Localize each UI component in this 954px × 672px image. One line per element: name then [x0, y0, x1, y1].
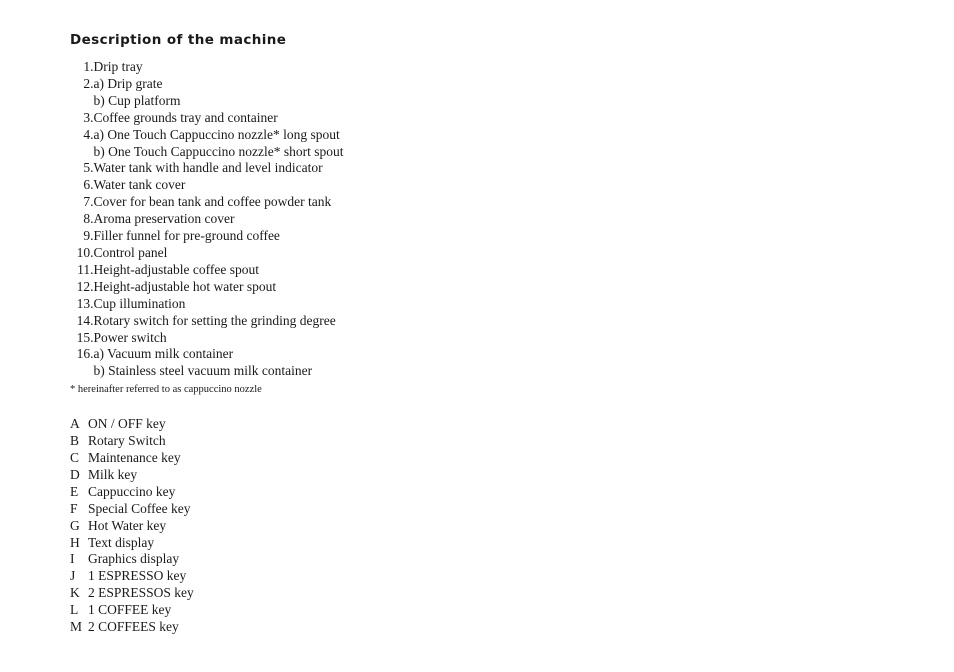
key-letter: G: [70, 517, 80, 533]
part-item: [70, 177, 490, 194]
parts-list: [70, 59, 490, 380]
key-label: 1 COFFEE key: [88, 602, 172, 618]
part-item: [70, 211, 490, 228]
part-number: 6.: [83, 177, 94, 193]
part-label: Cup illumination: [93, 295, 186, 311]
part-item: [70, 346, 490, 363]
key-item: [70, 433, 490, 450]
key-item: [70, 585, 490, 602]
key-item: [70, 602, 490, 619]
part-item: [70, 228, 490, 245]
key-letter: E: [70, 483, 79, 499]
part-label: Cover for bean tank and coffee powder tank: [93, 194, 332, 210]
part-label: Filler funnel for pre-ground coffee: [93, 228, 280, 244]
part-label: Power switch: [93, 329, 167, 345]
part-item: [70, 59, 490, 76]
key-label: Graphics display: [88, 551, 180, 567]
part-number: 8.: [83, 211, 94, 227]
key-letter: M: [70, 619, 83, 635]
part-item: [70, 296, 490, 313]
key-letter: I: [70, 551, 75, 567]
part-label: Control panel: [93, 244, 168, 260]
key-label: Milk key: [88, 466, 138, 482]
part-item: [70, 160, 490, 177]
page-title: Description of the machine: [70, 32, 287, 48]
key-item: [70, 551, 490, 568]
key-letter: C: [70, 450, 80, 466]
part-label: b) One Touch Cappuccino nozzle* short spout: [93, 143, 344, 159]
part-number: [70, 144, 94, 161]
key-label: 2 COFFEES key: [88, 619, 179, 635]
key-label: Special Coffee key: [88, 500, 191, 516]
part-label: Coffee grounds tray and container: [93, 109, 278, 125]
key-letter: F: [70, 500, 78, 516]
key-label: ON / OFF key: [88, 416, 166, 432]
key-item: [70, 484, 490, 501]
part-number: 2.: [83, 75, 94, 91]
part-item: [70, 110, 490, 127]
manual-page: [70, 30, 490, 636]
part-label: Water tank with handle and level indicator: [93, 160, 323, 176]
key-label: 2 ESPRESSOS key: [88, 585, 194, 601]
key-label: Hot Water key: [88, 517, 167, 533]
part-item: [70, 144, 490, 161]
part-label: a) Drip grate: [93, 75, 163, 91]
key-item: [70, 416, 490, 433]
part-item: [70, 262, 490, 279]
key-label: Cappuccino key: [88, 483, 176, 499]
part-number: 14.: [76, 312, 94, 328]
part-number: 9.: [83, 228, 94, 244]
part-item: [70, 245, 490, 262]
part-number: 4.: [83, 126, 94, 142]
key-item: [70, 518, 490, 535]
key-item: [70, 619, 490, 636]
key-label: Rotary Switch: [88, 433, 166, 449]
part-number: [70, 363, 94, 380]
part-number: [70, 93, 94, 110]
key-item: [70, 501, 490, 518]
part-item: [70, 363, 490, 380]
key-letter: L: [70, 602, 79, 618]
part-number: 12.: [76, 278, 94, 294]
part-number: 7.: [83, 194, 94, 210]
footnote: * hereinafter referred to as cappuccino nozzle: [70, 384, 262, 396]
key-item: [70, 467, 490, 484]
part-number: 10.: [76, 244, 94, 260]
key-label: Maintenance key: [88, 450, 181, 466]
part-item: [70, 93, 490, 110]
part-item: [70, 279, 490, 296]
key-letter: D: [70, 466, 80, 482]
key-label: 1 ESPRESSO key: [88, 568, 187, 584]
part-label: Height-adjustable hot water spout: [93, 278, 277, 294]
key-item: [70, 568, 490, 585]
key-letter: J: [70, 568, 76, 584]
key-label: Text display: [88, 534, 155, 550]
part-item: [70, 127, 490, 144]
keys-list: [70, 416, 490, 636]
part-number: 13.: [76, 295, 94, 311]
key-item: [70, 450, 490, 467]
part-number: 15.: [76, 329, 94, 345]
part-item: [70, 194, 490, 211]
part-label: a) One Touch Cappuccino nozzle* long spout: [93, 126, 340, 142]
part-number: 1.: [83, 59, 94, 74]
part-number: 3.: [83, 109, 94, 125]
key-letter: K: [70, 585, 80, 601]
part-label: Rotary switch for setting the grinding degree: [93, 312, 336, 328]
part-item: [70, 76, 490, 93]
part-label: b) Stainless steel vacuum milk container: [93, 363, 313, 379]
part-item: [70, 330, 490, 347]
part-label: Water tank cover: [93, 177, 186, 193]
key-letter: A: [70, 416, 80, 432]
part-label: b) Cup platform: [93, 92, 181, 108]
part-number: 5.: [83, 160, 94, 176]
key-letter: H: [70, 534, 80, 550]
part-number: 16.: [76, 346, 94, 362]
part-label: Height-adjustable coffee spout: [93, 261, 259, 277]
part-number: 11.: [77, 261, 94, 277]
part-label: a) Vacuum milk container: [93, 346, 234, 362]
part-label: Aroma preservation cover: [93, 211, 235, 227]
key-item: [70, 535, 490, 552]
key-letter: B: [70, 433, 80, 449]
part-label: Drip tray: [93, 59, 143, 74]
part-item: [70, 313, 490, 330]
